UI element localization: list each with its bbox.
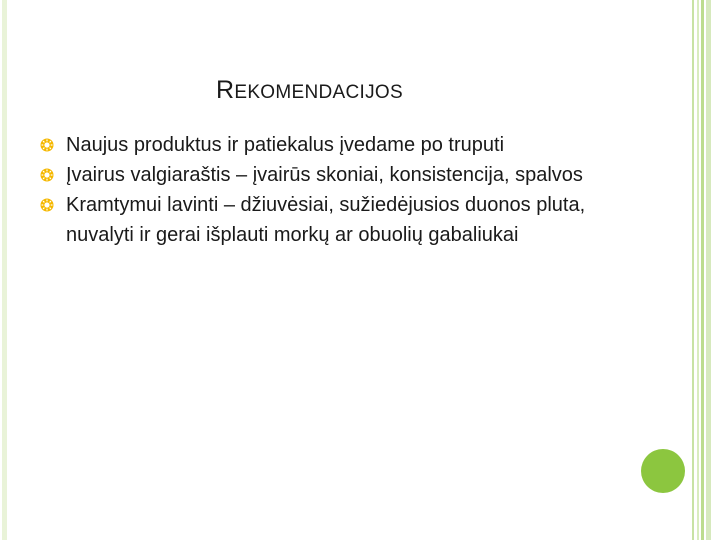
- sun-gear-icon: [40, 198, 54, 212]
- bullet-text: Naujus produktus ir patiekalus įvedame po truputi: [66, 134, 505, 156]
- slide-title: [216, 76, 403, 105]
- right-border-line-3: [701, 0, 704, 540]
- bullet-item: [40, 130, 620, 160]
- bullet-item: [40, 160, 620, 190]
- right-border-line-1: [692, 0, 694, 540]
- sun-gear-icon: [40, 168, 54, 182]
- bullet-item: [40, 190, 620, 250]
- right-border-line-2: [697, 0, 699, 540]
- bullet-text: Įvairus valgiaraštis – įvairūs skoniai, konsistencija, spalvos: [66, 164, 583, 186]
- green-circle-decoration: [641, 449, 685, 493]
- right-border-line-4: [706, 0, 711, 540]
- sun-gear-icon: [40, 138, 54, 152]
- left-border-decoration: [2, 0, 7, 540]
- slide-title-rest: EKOMENDACIJOS: [234, 82, 403, 103]
- slide-title-initial: R: [216, 76, 235, 104]
- bullet-list: [40, 130, 620, 250]
- bullet-text: Kramtymui lavinti – džiuvėsiai, sužiedėjusios duonos pluta, nuvalyti ir gerai išplauti morkų ar obuolių gabaliukai: [66, 194, 586, 246]
